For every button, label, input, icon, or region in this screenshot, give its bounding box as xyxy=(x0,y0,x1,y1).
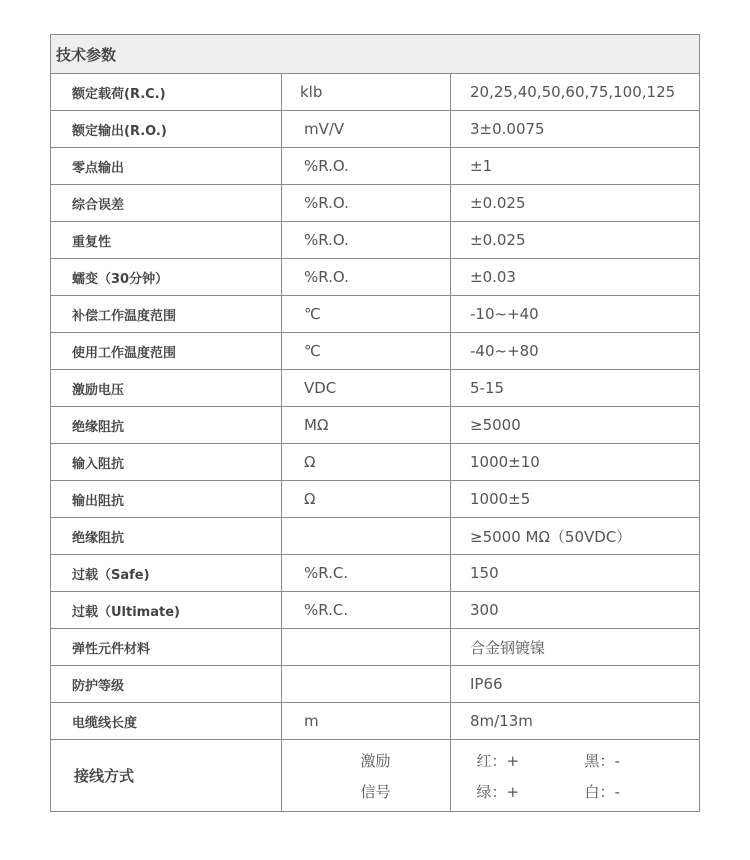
param-unit: Ω xyxy=(282,481,451,517)
param-unit: VDC xyxy=(282,370,451,406)
wiring-colors xyxy=(451,740,699,811)
table-row xyxy=(51,444,699,481)
param-unit xyxy=(282,518,451,554)
param-unit: %R.C. xyxy=(282,592,451,628)
wiring-signal-colors xyxy=(477,781,693,802)
wiring-signal-label: 信号 xyxy=(360,782,391,801)
table-row xyxy=(51,148,699,185)
param-label: 防护等级 xyxy=(51,666,282,702)
spec-table xyxy=(50,34,700,812)
section-title: 技术参数 xyxy=(51,35,699,74)
param-value: 20,25,40,50,60,75,100,125 xyxy=(470,83,676,101)
wire-white: 白：- xyxy=(584,782,620,801)
param-label: 补偿工作温度范围 xyxy=(51,296,282,332)
param-unit: ℃ xyxy=(282,333,451,369)
param-unit xyxy=(282,666,451,702)
param-value: 300 xyxy=(470,601,499,619)
param-label: 蠕变（30分钟） xyxy=(51,259,282,295)
param-value: ≥5000 MΩ（50VDC） xyxy=(470,527,632,546)
table-row xyxy=(51,185,699,222)
table-row xyxy=(51,296,699,333)
param-label: 额定输出(R.O.) xyxy=(51,111,282,147)
param-value: 150 xyxy=(470,564,499,582)
param-label: 输出阻抗 xyxy=(51,481,282,517)
wiring-units xyxy=(282,740,451,811)
param-value: -40~+80 xyxy=(470,342,539,360)
param-unit: klb xyxy=(282,74,451,110)
param-unit: MΩ xyxy=(282,407,451,443)
param-unit: mV/V xyxy=(282,111,451,147)
param-unit: %R.O. xyxy=(282,185,451,221)
table-row xyxy=(51,629,699,666)
param-unit: Ω xyxy=(282,444,451,480)
param-label: 额定载荷(R.C.) xyxy=(51,74,282,110)
param-value: ±0.025 xyxy=(470,194,526,212)
table-row xyxy=(51,222,699,259)
table-row xyxy=(51,666,699,703)
table-row xyxy=(51,111,699,148)
param-label: 电缆线长度 xyxy=(51,703,282,739)
table-row xyxy=(51,481,699,518)
table-row xyxy=(51,592,699,629)
param-value: ±0.025 xyxy=(470,231,526,249)
table-row xyxy=(51,333,699,370)
param-value: -10~+40 xyxy=(470,305,539,323)
param-label: 弹性元件材料 xyxy=(51,629,282,665)
wiring-row xyxy=(51,740,699,812)
wire-green: 绿：+ xyxy=(476,782,520,801)
param-label: 绝缘阻抗 xyxy=(51,407,282,443)
wire-black: 黑：- xyxy=(584,751,620,770)
param-unit: ℃ xyxy=(282,296,451,332)
wiring-excitation-colors xyxy=(477,750,693,771)
table-row xyxy=(51,555,699,592)
table-row xyxy=(51,518,699,555)
param-value: 1000±10 xyxy=(470,453,540,471)
param-unit xyxy=(282,629,451,665)
wiring-excitation-label: 激励 xyxy=(360,751,391,770)
param-value: ±1 xyxy=(470,157,493,175)
param-label: 使用工作温度范围 xyxy=(51,333,282,369)
param-value: 合金钢镀镍 xyxy=(470,638,546,657)
param-label: 重复性 xyxy=(51,222,282,258)
param-label: 综合误差 xyxy=(51,185,282,221)
table-row xyxy=(51,407,699,444)
param-value: 1000±5 xyxy=(470,490,531,508)
param-label: 输入阻抗 xyxy=(51,444,282,480)
param-value: ≥5000 xyxy=(470,416,521,434)
table-row xyxy=(51,74,699,111)
param-label: 激励电压 xyxy=(51,370,282,406)
param-value: 3±0.0075 xyxy=(470,120,545,138)
param-label: 过载（Safe) xyxy=(51,555,282,591)
wiring-label: 接线方式 xyxy=(51,740,282,811)
param-label: 过载（Ultimate) xyxy=(51,592,282,628)
param-unit: %R.O. xyxy=(282,222,451,258)
param-unit: m xyxy=(282,703,451,739)
param-value: IP66 xyxy=(470,675,503,693)
param-value: ±0.03 xyxy=(470,268,516,286)
param-unit: %R.C. xyxy=(282,555,451,591)
param-value: 8m/13m xyxy=(470,712,533,730)
table-row xyxy=(51,259,699,296)
table-row xyxy=(51,703,699,740)
param-value: 5-15 xyxy=(470,379,505,397)
param-label: 零点输出 xyxy=(51,148,282,184)
wire-red: 红：+ xyxy=(476,751,520,770)
param-unit: %R.O. xyxy=(282,259,451,295)
param-label: 绝缘阻抗 xyxy=(51,518,282,554)
table-row xyxy=(51,370,699,407)
param-unit: %R.O. xyxy=(282,148,451,184)
